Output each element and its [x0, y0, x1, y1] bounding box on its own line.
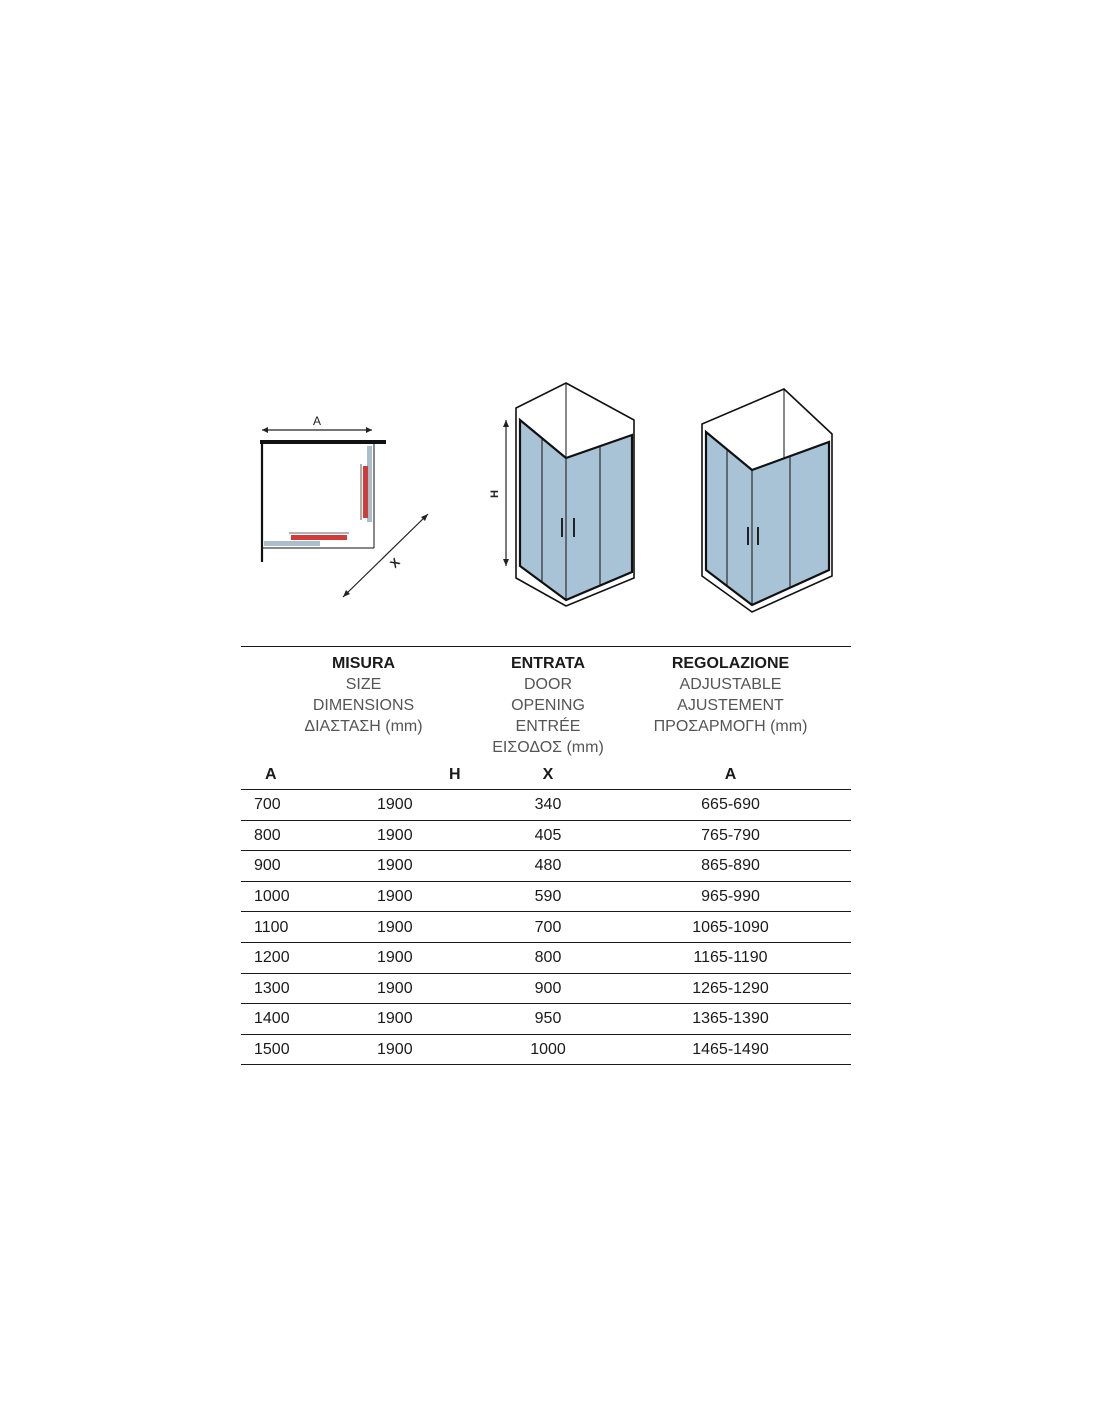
cell-size-h: 1900: [303, 820, 486, 851]
header-adjustment-group: [610, 647, 851, 759]
cell-adjustment-a: 1365-1390: [610, 1004, 851, 1035]
cell-size-h: 1900: [303, 942, 486, 973]
cell-opening-x: 1000: [486, 1034, 610, 1065]
cell-size-h: 1900: [303, 1034, 486, 1065]
table-column-header-row: [241, 758, 851, 790]
column-header-adjust-a: A: [610, 758, 851, 790]
table-row: [241, 912, 851, 943]
header-adjustment-line: ΠΡΟΣΑΡΜΟΓΗ (mm): [653, 718, 808, 735]
cell-size-a: 1200: [241, 942, 303, 973]
header-size-line: SIZE: [345, 676, 382, 693]
cell-opening-x: 700: [486, 912, 610, 943]
product-diagrams: [0, 0, 1100, 640]
cell-size-h: 1900: [303, 973, 486, 1004]
header-opening-group: [486, 647, 610, 759]
cell-adjustment-a: 865-890: [610, 851, 851, 882]
table-row: [241, 881, 851, 912]
cell-opening-x: 405: [486, 820, 610, 851]
cell-size-a: 1300: [241, 973, 303, 1004]
header-opening-line: ΕΙΣΟΔΟΣ (mm): [492, 739, 604, 756]
cell-size-a: 700: [241, 790, 303, 821]
header-size-title: MISURA: [331, 655, 396, 672]
cell-opening-x: 590: [486, 881, 610, 912]
table-row: [241, 790, 851, 821]
enclosure-3d-view-1: [489, 383, 634, 606]
cell-adjustment-a: 665-690: [610, 790, 851, 821]
cell-size-a: 1100: [241, 912, 303, 943]
cell-size-a: 800: [241, 820, 303, 851]
table-body: [241, 790, 851, 1065]
cell-adjustment-a: 765-790: [610, 820, 851, 851]
table-row: [241, 973, 851, 1004]
cell-adjustment-a: 1165-1190: [610, 942, 851, 973]
cell-adjustment-a: 1265-1290: [610, 973, 851, 1004]
header-adjustment-title: REGOLAZIONE: [671, 655, 790, 672]
cell-size-a: 1500: [241, 1034, 303, 1065]
cell-size-a: 900: [241, 851, 303, 882]
cell-adjustment-a: 965-990: [610, 881, 851, 912]
header-size-line: ΔΙΑΣΤΑΣΗ (mm): [304, 718, 423, 735]
table-row: [241, 851, 851, 882]
header-adjustment-line: ADJUSTABLE: [679, 676, 782, 693]
cell-opening-x: 480: [486, 851, 610, 882]
size-specification-table: [241, 646, 851, 1065]
plan-view-diagram: [260, 414, 428, 597]
cell-size-h: 1900: [303, 881, 486, 912]
plan-label-a: A: [312, 414, 322, 428]
column-header-a: A: [241, 758, 303, 790]
table-row: [241, 1034, 851, 1065]
cell-opening-x: 900: [486, 973, 610, 1004]
column-header-x: X: [486, 758, 610, 790]
cell-size-h: 1900: [303, 790, 486, 821]
column-header-h: H: [303, 758, 486, 790]
table-row: [241, 820, 851, 851]
table-row: [241, 1004, 851, 1035]
cell-opening-x: 950: [486, 1004, 610, 1035]
plan-label-x: X: [387, 555, 403, 571]
header-size-line: DIMENSIONS: [312, 697, 415, 714]
cell-adjustment-a: 1465-1490: [610, 1034, 851, 1065]
cell-opening-x: 800: [486, 942, 610, 973]
cell-size-a: 1400: [241, 1004, 303, 1035]
header-size-group: [241, 647, 486, 759]
cell-size-h: 1900: [303, 851, 486, 882]
table-row: [241, 942, 851, 973]
cell-opening-x: 340: [486, 790, 610, 821]
cell-adjustment-a: 1065-1090: [610, 912, 851, 943]
table-group-header-row: [241, 647, 851, 759]
cell-size-h: 1900: [303, 1004, 486, 1035]
cell-size-a: 1000: [241, 881, 303, 912]
header-opening-title: ENTRATA: [510, 655, 586, 672]
enclosure-3d-view-2: [702, 389, 832, 612]
header-opening-line: DOOR OPENING: [511, 676, 585, 714]
header-adjustment-line: AJUSTEMENT: [677, 697, 784, 714]
height-label: H: [489, 490, 501, 498]
cell-size-h: 1900: [303, 912, 486, 943]
header-opening-line: ENTRÉE: [515, 718, 581, 735]
